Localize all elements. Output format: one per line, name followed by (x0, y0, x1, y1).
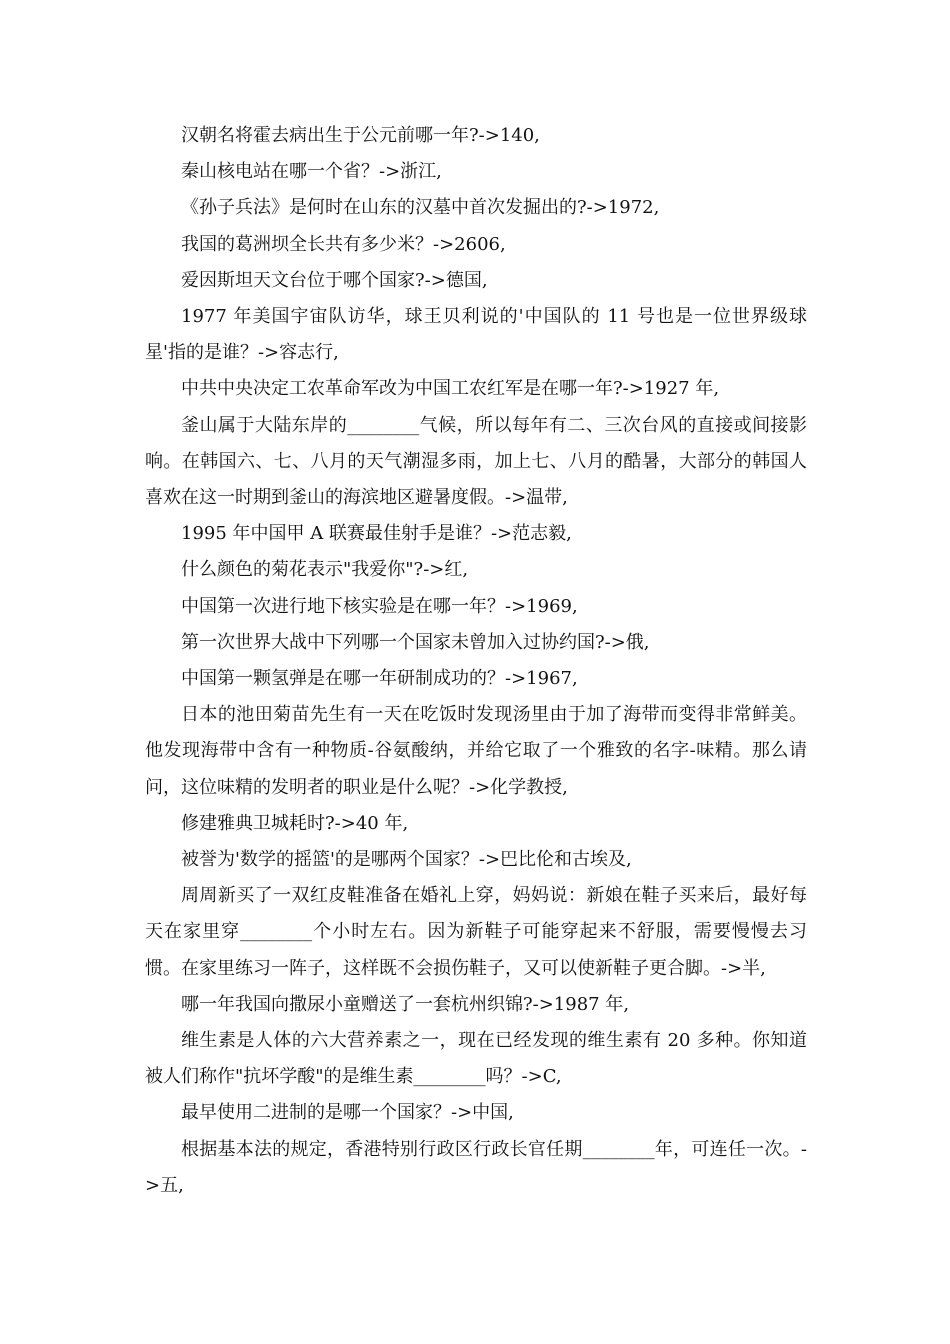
paragraph: 中国第一次进行地下核实验是在哪一年？->1969, (181, 595, 578, 617)
paragraph: 什么颜色的菊花表示"我爱你"?->红, (181, 559, 469, 581)
paragraph: 《孙子兵法》是何时在山东的汉墓中首次发掘出的?->1972, (181, 197, 660, 219)
paragraph: 中共中央决定工农革命军改为中国工农红军是在哪一年?->1927 年, (181, 378, 720, 400)
paragraph: 釜山属于大陆东岸的________气候，所以每年有二、三次台风的直接或间接影响。在韩国六、七、八月的天气潮湿多雨，加上七、八月的酷暑，大部分的韩国人喜欢在这一时期到釜山的海滨地区避暑度假。->温带, (145, 414, 807, 509)
document-body (145, 118, 807, 1204)
paragraph: 被誉为'数学的摇篮'的是哪两个国家？->巴比伦和古埃及, (181, 849, 632, 871)
paragraph: 维生素是人体的六大营养素之一，现在已经发现的维生素有 20 多种。你知道被人们称作"抗坏学酸"的是维生素________吗？->C, (145, 1030, 807, 1088)
paragraph: 根据基本法的规定，香港特别行政区行政长官任期________年，可连任一次。->五, (145, 1138, 807, 1196)
paragraph: 最早使用二进制的是哪一个国家？->中国, (181, 1102, 514, 1124)
paragraph: 1995 年中国甲 A 联赛最佳射手是谁？->范志毅, (181, 523, 572, 545)
paragraph: 哪一年我国向撒尿小童赠送了一套杭州织锦?->1987 年, (181, 993, 630, 1015)
paragraph: 我国的葛洲坝全长共有多少米？->2606, (181, 233, 506, 255)
paragraph: 日本的池田菊苗先生有一天在吃饭时发现汤里由于加了海带而变得非常鲜美。他发现海带中含有一种物质-谷氨酸纳，并给它取了一个雅致的名字-味精。那么请问，这位味精的发明者的职业是什么呢？->化学教授, (145, 704, 807, 798)
paragraph: 1977 年美国宇宙队访华，球王贝利说的'中国队的 11 号也是一位世界级球星'指的是谁？->容志行, (145, 306, 807, 364)
paragraph: 秦山核电站在哪一个省？->浙江, (181, 161, 442, 183)
paragraph: 中国第一颗氢弹是在哪一年研制成功的？->1967, (181, 668, 578, 690)
paragraph: 汉朝名将霍去病出生于公元前哪一年?->140, (181, 125, 540, 146)
paragraph: 爱因斯坦天文台位于哪个国家?->德国, (181, 269, 488, 291)
paragraph: 第一次世界大战中下列哪一个国家未曾加入过协约国?->俄, (181, 631, 650, 653)
paragraph: 周周新买了一双红皮鞋准备在婚礼上穿，妈妈说：新娘在鞋子买来后，最好每天在家里穿________个小时左右。因为新鞋子可能穿起来不舒服，需要慢慢去习惯。在家里练习一阵子，这样既不会损伤鞋子，又可以使新鞋子更合脚。->半, (145, 885, 807, 979)
paragraph: 修建雅典卫城耗时?->40 年, (181, 812, 409, 834)
